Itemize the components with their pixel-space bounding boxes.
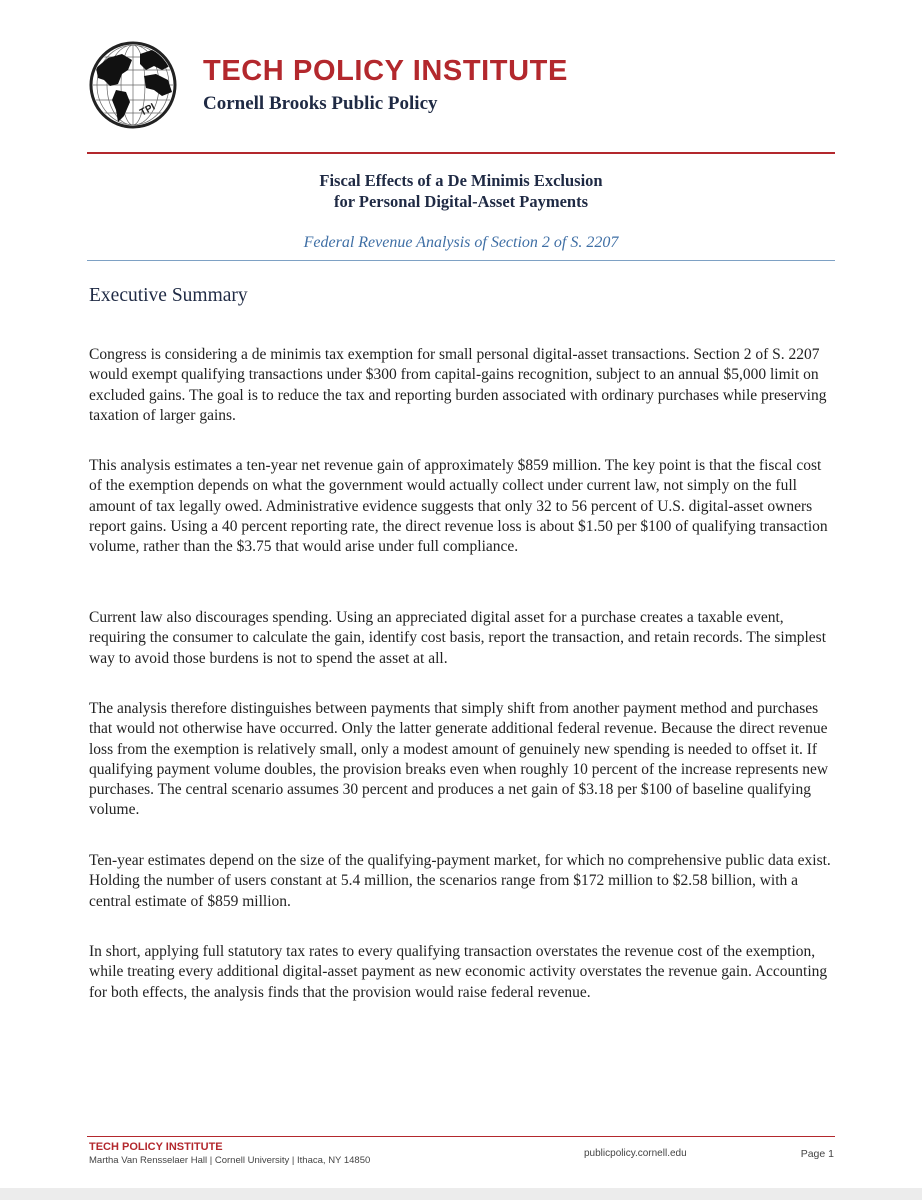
document-title (87, 170, 835, 212)
page-number: Page 1 (800, 1148, 834, 1160)
footer-address: Martha Van Rensselaer Hall | Cornell University | Ithaca, NY 14850 (89, 1155, 371, 1166)
paragraph-1: Congress is considering a de minimis tax exemption for small personal digital-asset transactions. Section 2 of S. 2207 would exempt qualifying transactions under $300 from capital-gains recognition, subject to an annual $5,000 limit on excluded gains. The goal is to reduce the tax and reporting burden associated with ordinary purchases while preserving taxation of larger gains. (89, 346, 827, 424)
paragraph-4: The analysis therefore distinguishes between payments that simply shift from another payment method and purchases that would not otherwise have occurred. Only the latter generate additional federal revenue. Because the direct revenue loss from the exemption is relatively small, only a modest amount of genuinely new spending is needed to offset it. If qualifying payment volume doubles, the provision breaks even when roughly 10 percent of the increase represents new purchases. The central scenario assumes 30 percent and produces a net gain of $3.18 per $100 of baseline qualifying volume. (89, 700, 829, 819)
document-subtitle: Federal Revenue Analysis of Section 2 of S. 2207 (303, 234, 619, 251)
title-divider (87, 260, 835, 261)
institute-subtitle: Cornell Brooks Public Policy (203, 93, 438, 114)
paragraph-3: Current law also discourages spending. Using an appreciated digital asset for a purchase creates a taxable event, requiring the consumer to calculate the gain, identify cost basis, report the transaction, and retain records. The simplest way to avoid those burdens is not to spend the asset at all. (89, 609, 827, 667)
title-line-2: for Personal Digital-Asset Payments (333, 192, 589, 211)
section-heading: Executive Summary (89, 285, 248, 306)
paragraph-6: In short, applying full statutory tax rates to every qualifying transaction overstates the revenue cost of the exemption, while treating every additional digital-asset payment as new economic activity overstates the revenue gain. Accounting for both effects, the analysis finds that the provision would raise federal revenue. (89, 943, 828, 1001)
paragraph-5: Ten-year estimates depend on the size of the qualifying-payment market, for which no comprehensive public data exist. Holding the number of users constant at 5.4 million, the scenarios range from $172 million to $2.58 billion, with a central estimate of $859 million. (89, 852, 831, 910)
footer-url: publicpolicy.cornell.edu (584, 1148, 687, 1159)
globe-logo-icon (88, 40, 178, 130)
header-divider (87, 152, 835, 154)
paragraph-2: This analysis estimates a ten-year net revenue gain of approximately $859 million. The key point is that the fiscal cost of the exemption depends on what the government would actually collect under current law, not simply on the full amount of tax legally owed. Administrative evidence suggests that only 32 to 56 percent of U.S. digital-asset owners report gains. Using a 40 percent reporting rate, the direct revenue loss is about $1.50 per $100 of qualifying transaction volume, rather than the $3.75 that would arise under full compliance. (89, 457, 828, 556)
footer-divider (87, 1136, 835, 1137)
title-line-1: Fiscal Effects of a De Minimis Exclusion (319, 171, 603, 190)
institute-name: TECH POLICY INSTITUTE (203, 55, 568, 87)
footer-institute-name: TECH POLICY INSTITUTE (89, 1141, 223, 1153)
logo-text: TPI (138, 101, 158, 119)
